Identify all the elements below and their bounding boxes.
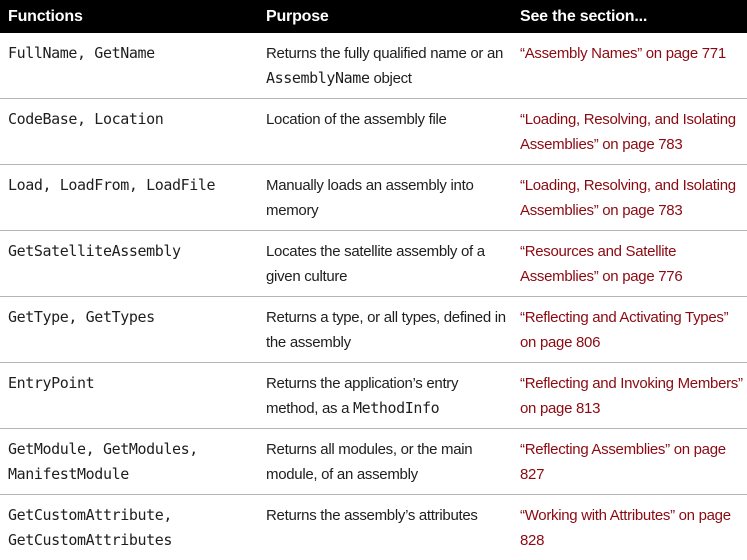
purpose-text-end: object — [370, 70, 412, 87]
table-row — [0, 297, 747, 363]
table-row — [0, 429, 747, 495]
section-link[interactable]: “Loading, Resolving, and Isolating Assemblies” on page 783 — [520, 111, 736, 153]
functions-cell — [0, 297, 258, 363]
header-purpose: Purpose — [258, 0, 512, 33]
functions-cell — [0, 363, 258, 429]
purpose-cell — [258, 429, 512, 495]
functions-line-1: GetSatelliteAssembly — [8, 242, 181, 260]
purpose-code: MethodInfo — [353, 399, 439, 417]
functions-line-1: FullName, GetName — [8, 44, 155, 62]
section-link[interactable]: “Loading, Resolving, and Isolating Assemblies” on page 783 — [520, 177, 736, 219]
purpose-text: Locates the satellite assembly of a given culture — [266, 243, 485, 285]
section-link[interactable]: “Reflecting Assemblies” on page 827 — [520, 441, 726, 483]
table-header — [0, 0, 747, 33]
purpose-cell — [258, 495, 512, 560]
functions-line-1: GetModule, GetModules, — [8, 440, 198, 458]
purpose-cell — [258, 231, 512, 297]
functions-cell — [0, 165, 258, 231]
purpose-text: Location of the assembly file — [266, 111, 447, 128]
functions-line-1: GetType, GetTypes — [8, 308, 155, 326]
header-section: See the section... — [512, 0, 747, 33]
functions-cell — [0, 33, 258, 99]
table-body — [0, 33, 747, 560]
section-cell — [512, 429, 747, 495]
purpose-text: Returns the application’s entry method, as a — [266, 375, 458, 417]
functions-cell — [0, 231, 258, 297]
functions-cell — [0, 99, 258, 165]
table-row — [0, 33, 747, 99]
header-functions: Functions — [0, 0, 258, 33]
purpose-cell — [258, 99, 512, 165]
purpose-cell — [258, 297, 512, 363]
functions-cell — [0, 495, 258, 560]
functions-line-1: Load, LoadFrom, LoadFile — [8, 176, 215, 194]
section-link[interactable]: “Resources and Satellite Assemblies” on page 776 — [520, 243, 682, 285]
purpose-cell — [258, 33, 512, 99]
table-row — [0, 165, 747, 231]
purpose-text: Manually loads an assembly into memory — [266, 177, 473, 219]
purpose-code: AssemblyName — [266, 69, 370, 87]
functions-cell — [0, 429, 258, 495]
section-link[interactable]: “Reflecting and Activating Types” on page 806 — [520, 309, 728, 351]
functions-line-1: EntryPoint — [8, 374, 94, 392]
table-row — [0, 231, 747, 297]
purpose-cell — [258, 165, 512, 231]
header-row — [0, 0, 747, 33]
section-link[interactable]: “Assembly Names” on page 771 — [520, 45, 726, 62]
purpose-text: Returns the assembly’s attributes — [266, 507, 478, 524]
purpose-text: Returns all modules, or the main module, of an assembly — [266, 441, 472, 483]
functions-line-2: GetCustomAttributes — [8, 531, 172, 549]
section-link[interactable]: “Reflecting and Invoking Members” on page 813 — [520, 375, 743, 417]
functions-line-1: CodeBase, Location — [8, 110, 163, 128]
functions-line-2: ManifestModule — [8, 465, 129, 483]
section-cell — [512, 297, 747, 363]
table-row — [0, 495, 747, 560]
table-row — [0, 99, 747, 165]
table-row — [0, 363, 747, 429]
section-cell — [512, 231, 747, 297]
purpose-text: Returns a type, or all types, defined in the assembly — [266, 309, 506, 351]
section-cell — [512, 495, 747, 560]
purpose-text: Returns the fully qualified name or an — [266, 45, 503, 62]
section-cell — [512, 33, 747, 99]
section-cell — [512, 99, 747, 165]
section-link[interactable]: “Working with Attributes” on page 828 — [520, 507, 731, 549]
functions-line-1: GetCustomAttribute, — [8, 506, 172, 524]
section-cell — [512, 165, 747, 231]
section-cell — [512, 363, 747, 429]
purpose-cell — [258, 363, 512, 429]
